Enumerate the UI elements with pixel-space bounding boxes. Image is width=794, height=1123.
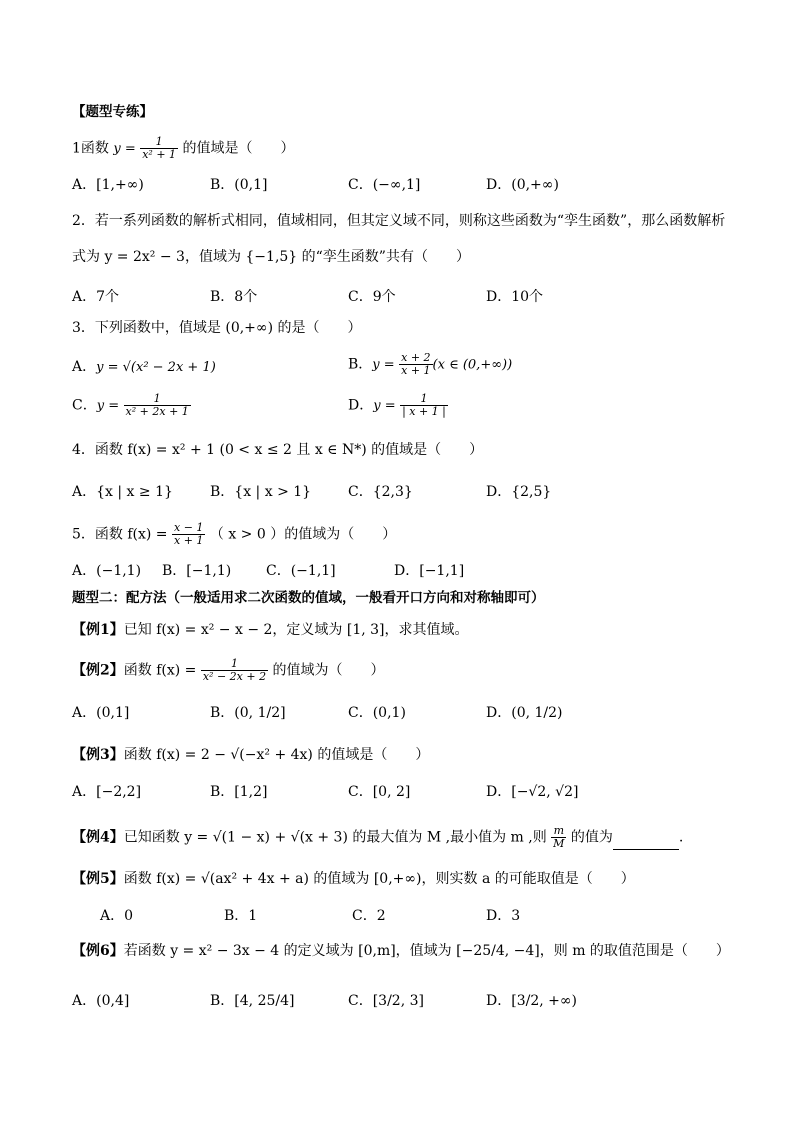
option-a[interactable]: A．[−2,2] [72, 784, 142, 800]
option-c[interactable]: C．[0, 2] [348, 784, 411, 800]
example-4-stem: 【例4】已知函数 y = √(1 − x) + √(x + 3) 的最大值为 M ,最小值为 m ,则 $\frac{m}{M}$ 的值为 . [72, 824, 684, 850]
question-2-line-1: 2．若一系列函数的解析式相同，值域相同，但其定义域不同，则称这些函数为“孪生函数”，那么函数解析 [72, 213, 726, 229]
option-d[interactable]: D．3 [486, 908, 521, 924]
option-b[interactable]: B．[1,2] [210, 784, 268, 800]
option-d[interactable]: D．y = $\frac{1}{| x + 1 |}$ [348, 392, 446, 418]
option-d[interactable]: D．[−√2, √2] [486, 784, 579, 800]
option-c[interactable]: C．(−1,1] [266, 563, 336, 579]
option-b[interactable]: B．[4, 25/4] [210, 993, 295, 1009]
option-a[interactable]: A．{x | x ≥ 1} [72, 484, 173, 500]
example-5-stem: 【例5】函数 f(x) = √(ax² + 4x + a) 的值域为 [0,+∞)，则实数 a 的可能取值是（ ） [72, 871, 635, 887]
question-3-stem: 3．下列函数中，值域是 (0,+∞) 的是（ ） [72, 320, 362, 336]
option-a[interactable]: A．(−1,1) [72, 563, 142, 579]
option-b[interactable]: B．[−1,1) [162, 563, 232, 579]
option-c[interactable]: C．9个 [348, 289, 396, 305]
option-a[interactable]: A．[1,+∞) [72, 177, 144, 193]
option-a[interactable]: A．y = √(x² − 2x + 1) [72, 359, 216, 375]
question-2-line-2: 式为 y = 2x² − 3，值域为 {−1,5} 的“孪生函数”共有（ ） [72, 249, 470, 265]
question-5-stem: 5．函数 f(x) = $\frac{x - 1}{x + 1}$ （ x > 0 ）的值域为（ ） [72, 521, 397, 547]
option-b[interactable]: B．{x | x > 1} [210, 484, 312, 500]
option-c[interactable]: C．y = $\frac{1}{\text{x² + 2x + 1}}$ [72, 392, 189, 418]
option-c[interactable]: C．(−∞,1] [348, 177, 421, 193]
example-3-stem: 【例3】函数 f(x) = 2 − √(−x² + 4x) 的值域是（ ） [72, 747, 430, 763]
example-6-stem: 【例6】若函数 y = x² − 3x − 4 的定义域为 [0,m]，值域为 [−25/4, −4]，则 m 的取值范围是（ ） [72, 943, 730, 959]
option-b[interactable]: B．8个 [210, 289, 258, 305]
option-a[interactable]: A．0 [100, 908, 134, 924]
option-c[interactable]: C．(0,1) [348, 705, 406, 721]
option-d[interactable]: D．(0,+∞) [486, 177, 559, 193]
example-1: 【例1】已知 f(x) = x² − x − 2，定义域为 [1, 3]，求其值域。 [72, 622, 469, 638]
option-a[interactable]: A．(0,1] [72, 705, 130, 721]
option-d[interactable]: D．(0, 1/2) [486, 705, 563, 721]
section-2-title: 题型二：配方法（一般适用求二次函数的值域，一般看开口方向和对称轴即可） [72, 590, 545, 606]
fraction: $\frac{1}{\text{x² + 1}}$ [142, 135, 177, 161]
option-b[interactable]: B．(0, 1/2] [210, 705, 286, 721]
option-b[interactable]: B．y = $\frac{x + 2}{x + 1}$ (x ∈ (0,+∞)) [348, 351, 513, 377]
option-d[interactable]: D．[3/2, +∞) [486, 993, 577, 1009]
option-c[interactable]: C．[3/2, 3] [348, 993, 424, 1009]
option-d[interactable]: D．[−1,1] [394, 563, 465, 579]
section-header: 【题型专练】 [72, 104, 153, 120]
option-d[interactable]: D．10个 [486, 289, 544, 305]
question-1-stem: 1函数 y = $\frac{1}{\text{x² + 1}}$ 的值域是（ ） [72, 135, 295, 161]
option-a[interactable]: A．(0,4] [72, 993, 130, 1009]
example-2-stem: 【例2】函数 f(x) = $\frac{1}{\text{x² − 2x + 2}}$ 的值域为（ ） [72, 657, 385, 683]
answer-blank[interactable] [613, 835, 679, 850]
option-b[interactable]: B．(0,1] [210, 177, 268, 193]
option-d[interactable]: D．{2,5} [486, 484, 552, 500]
option-b[interactable]: B．1 [224, 908, 258, 924]
option-c[interactable]: C．2 [352, 908, 386, 924]
option-a[interactable]: A．7个 [72, 289, 120, 305]
option-c[interactable]: C．{2,3} [348, 484, 413, 500]
question-4-stem: 4．函数 f(x) = x² + 1 (0 < x ≤ 2 且 x ∈ N*) 的值域是（ ） [72, 442, 484, 458]
